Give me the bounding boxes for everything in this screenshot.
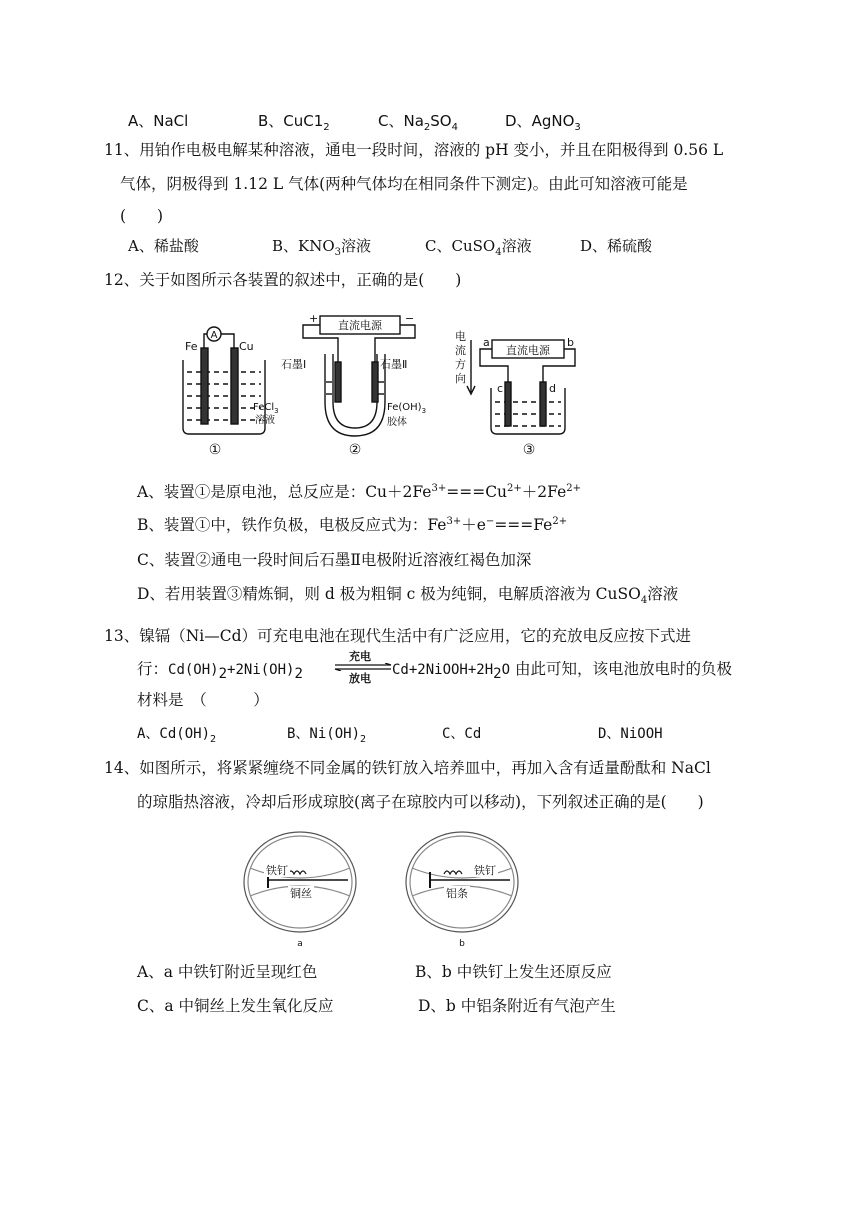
q14-option-c: C、a 中铜丝上发生氧化反应 xyxy=(137,997,334,1015)
superscript: 2+ xyxy=(552,515,568,527)
subscript: 2 xyxy=(210,733,217,745)
subscript: 2 xyxy=(493,666,502,683)
formula-part: Cd+2NiOOH+2H xyxy=(392,662,494,678)
c-label: c xyxy=(497,382,504,395)
arrow-top-label: 充电 xyxy=(349,650,371,663)
option-text: B、Ni(OH) xyxy=(287,726,361,742)
graphite-1-label: 石墨Ⅰ xyxy=(281,358,307,371)
ammeter-label: A xyxy=(210,330,218,341)
a-label: a xyxy=(483,336,490,349)
option-text: A、装置①是原电池，总反应是：Cu＋2Fe xyxy=(137,483,432,501)
option-letter: C、 xyxy=(378,112,404,130)
option-letter: B、 xyxy=(258,112,284,130)
dish-b-wire-label: 铝条 xyxy=(446,887,468,900)
formula-part: Cd(OH) xyxy=(168,662,219,678)
fecl3-label: FeCl$_3$ xyxy=(253,402,279,415)
option-text: B、KNO xyxy=(272,237,335,255)
superscript: 3+ xyxy=(446,515,462,527)
q13-option-d: D、NiOOH xyxy=(598,726,663,742)
graphite-2-label: 石墨Ⅱ xyxy=(380,358,408,371)
subscript: 4 xyxy=(495,247,502,258)
dish-a xyxy=(244,832,356,932)
q14-figure xyxy=(240,830,540,952)
cell-1-number: ① xyxy=(208,442,222,458)
text-part: 由此可知，该电池放电时的负极 xyxy=(514,660,732,678)
dish-a-nail-label: 铁钉 xyxy=(266,864,288,877)
b-label: b xyxy=(567,336,574,349)
option-text: NaCl xyxy=(153,112,189,130)
q12-stem: 12、关于如图所示各装置的叙述中，正确的是( ) xyxy=(104,271,462,289)
formula-part: +2Ni(OH) xyxy=(227,662,295,678)
q14-line-2: 的琼脂热溶液，冷却后形成琼胶(离子在琼胶内可以移动)，下列叙述正确的是( ) xyxy=(137,793,704,811)
cell-3-number: ③ xyxy=(522,442,536,458)
option-text: B、装置①中，铁作负极，电极反应式为：Fe xyxy=(137,516,447,534)
option-text: AgNO xyxy=(531,112,575,130)
superscript: 2+ xyxy=(507,482,522,494)
q11-option-d: D、稀硫酸 xyxy=(580,237,653,255)
q11-line-2: 气体，阴极得到 1.12 L 气体(两种气体均在相同条件下测定)。由此可知溶液可能是 xyxy=(120,175,688,193)
formula-part: O xyxy=(501,662,511,678)
subscript: 2 xyxy=(423,122,431,133)
q12-option-c: C、装置②通电一段时间后石墨Ⅱ电极附近溶液红褐色加深 xyxy=(137,551,532,569)
q13-line-2 xyxy=(137,659,303,683)
cell-2-number: ② xyxy=(348,442,362,458)
q12-option-a xyxy=(137,482,581,502)
plus-sign: + xyxy=(309,312,319,325)
q13-line-2-right xyxy=(392,659,732,683)
dish-a-caption: a xyxy=(297,939,303,949)
option-text: ===Cu xyxy=(446,483,508,501)
flow-char-3: 方 xyxy=(455,358,466,371)
q10-option-b xyxy=(258,111,330,131)
q14-option-b: B、b 中铁钉上发生还原反应 xyxy=(415,963,612,981)
q13-option-a xyxy=(137,724,216,744)
option-text: Na xyxy=(403,112,424,130)
subscript: 2 xyxy=(218,666,228,683)
option-text-tail: 溶液 xyxy=(341,237,372,255)
power-label-3: 直流电源 xyxy=(506,344,550,357)
colloid-label-2: 胶体 xyxy=(387,417,407,428)
q11-line-1: 11、用铂作电极电解某种溶液，通电一段时间，溶液的 pH 变小，并且在阳极得到 0.56 L xyxy=(104,141,724,159)
subscript: 2 xyxy=(323,122,330,133)
q11-option-b xyxy=(272,236,371,256)
q14-line-1: 14、如图所示，将紧紧缠绕不同金属的铁钉放入培养皿中，再加入含有适量酚酞和 NaCl xyxy=(104,759,711,777)
option-text: D、若用装置③精炼铜，则 d 极为粗铜 c 极为纯铜，电解质溶液为 CuSO xyxy=(137,585,641,603)
option-text: C、CuSO xyxy=(425,237,496,255)
option-text: ＋e xyxy=(461,516,486,534)
q13-line-3: 材料是 （ ） xyxy=(137,691,269,709)
dish-b-caption: b xyxy=(459,939,465,949)
q11-option-c xyxy=(425,236,532,256)
subscript: 4 xyxy=(640,595,648,607)
q13-line-1: 13、镍镉（Ni—Cd）可充电电池在现代生活中有广泛应用，它的充放电反应按下式进 xyxy=(104,627,692,645)
subscript: 3 xyxy=(334,247,342,258)
option-text: CuC1 xyxy=(283,112,324,130)
reversible-arrow xyxy=(333,648,393,684)
subscript: 2 xyxy=(360,733,367,745)
power-label-2: 直流电源 xyxy=(338,319,382,332)
q14-option-d: D、b 中铝条附近有气泡产生 xyxy=(418,997,616,1015)
option-text: ＋2Fe xyxy=(521,483,567,501)
q13-option-b xyxy=(287,724,366,744)
q14-option-a: A、a 中铁钉附近呈现红色 xyxy=(137,963,318,981)
option-letter: A、 xyxy=(128,112,154,130)
option-text: 溶液 xyxy=(647,585,679,603)
subscript: 2 xyxy=(294,666,303,683)
dish-b xyxy=(406,832,518,932)
minus-sign: − xyxy=(405,312,415,325)
fe-label: Fe xyxy=(185,340,198,353)
option-text-tail: SO xyxy=(430,112,452,130)
cu-label: Cu xyxy=(239,340,254,353)
q13-option-c: C、Cd xyxy=(442,726,482,742)
q12-option-d xyxy=(137,584,679,607)
q11-line-3: ( ) xyxy=(120,207,164,225)
dish-a-wire-label: 铜丝 xyxy=(290,887,312,900)
option-text-tail: 溶液 xyxy=(501,237,532,255)
superscript: 2+ xyxy=(566,482,581,494)
d-label: d xyxy=(549,382,556,395)
text-part: 行： xyxy=(137,660,169,678)
q12-figure xyxy=(175,310,595,460)
solution-label: 溶液 xyxy=(255,415,275,426)
q11-option-a: A、稀盐酸 xyxy=(128,237,199,255)
q12-option-b xyxy=(137,515,567,535)
subscript: 4 xyxy=(451,122,458,133)
superscript: − xyxy=(485,515,495,527)
option-text: A、Cd(OH) xyxy=(137,726,211,742)
flow-char-2: 流 xyxy=(455,344,466,357)
superscript: 3+ xyxy=(431,482,447,494)
subscript: 3 xyxy=(574,122,581,133)
q10-option-a xyxy=(128,111,188,131)
arrow-bottom-label: 放电 xyxy=(349,672,371,685)
q10-option-d xyxy=(505,111,581,131)
q10-option-c xyxy=(378,111,458,131)
dish-b-nail-label: 铁钉 xyxy=(474,864,496,877)
option-text: ===Fe xyxy=(494,516,553,534)
colloid-label: $Fe(OH)_3$ xyxy=(387,402,427,415)
flow-char-4: 向 xyxy=(455,372,466,385)
flow-char-1: 电 xyxy=(455,330,466,343)
option-letter: D、 xyxy=(505,112,532,130)
